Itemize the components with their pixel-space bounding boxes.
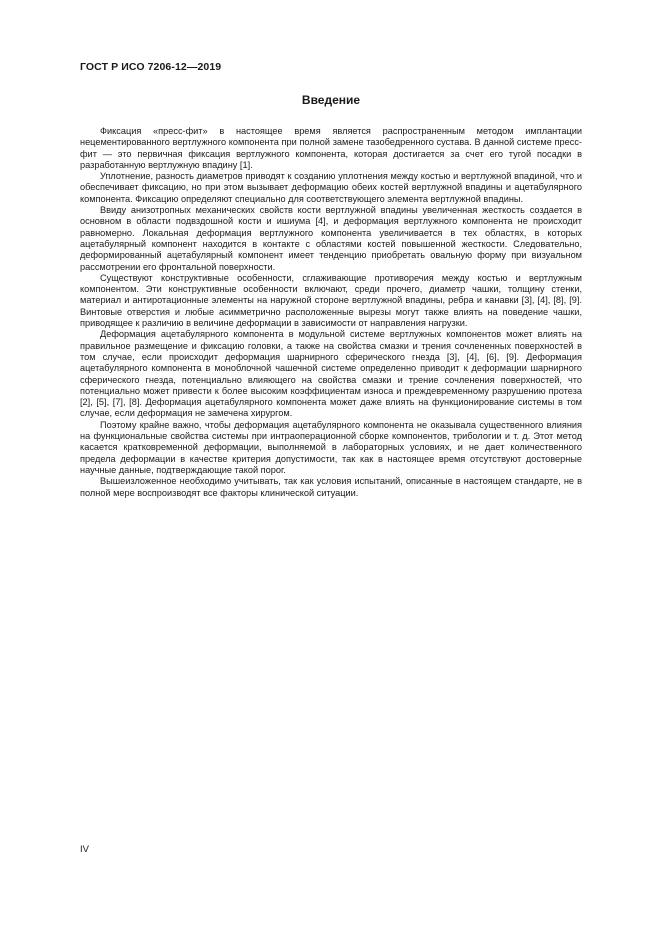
paragraph-7: Вышеизложенное необходимо учитывать, так как условия испытаний, описанные в настоящем стандарте, не в полной мере воспроизводят все факторы клинической ситуации. [80,476,582,498]
section-body [80,126,582,499]
standard-designation: ГОСТ Р ИСО 7206-12—2019 [80,61,222,73]
paragraph-6: Поэтому крайне важно, чтобы деформация ацетабулярного компонента не оказывала существенного влияния на функциональные свойства системы при интраоперационной сборке компонентов, трибологии и т. д. Этот метод касается кратковременной деформации, выполняемой в лабораторных условиях, и не дает количественного предела деформации в качестве критерия допустимости, так как в настоящее время отсутствуют достоверные научные данные, подтверждающие такой порог. [80,419,582,475]
paragraph-2: Уплотнение, разность диаметров приводят к созданию уплотнения между костью и вертлужной впадиной, что и обеспечивает фиксацию, но при этом вызывает деформацию обеих костей вертлужной впадины и ацетабулярного компонента. Фиксацию определяют специально для соответствующего элемента вертлужной впадины. [80,171,582,204]
section-title: Введение [301,93,361,107]
paragraph-4: Существуют конструктивные особенности, сглаживающие противоречия между костью и вертлужным компонентом. Эти конструктивные особенности включают, среди прочего, диаметр чашки, толщину стенки, материал и антиротационные элементы на наружной стороне вертлужной впадины, ребра и канавки [3], [4], [8], [9]. Винтовые отверстия и любые асимметрично расположенные вырезы могут также влиять на поведение чашки, приводящее к различию в величине деформации в зависимости от направления нагрузки. [80,272,582,329]
page-number: IV [80,844,89,855]
paragraph-3: Ввиду анизотропных механических свойств кости вертлужной впадины увеличенная жесткость создается в основном в области подвздошной кости и ишиума [4], и деформация вертлужного компонента не происходит равномерно. Локальная деформация вертлужного компонента увеличивается в тех областях, в которых ацетабулярный компонент находится в контакте с областями костей повышенной жесткости. Следовательно, деформированный ацетабулярный компонент имеет тенденцию приобретать овальную форму при визуальном рассмотрении его фронтальной поверхности. [80,205,582,272]
paragraph-5: Деформация ацетабулярного компонента в модульной системе вертлужных компонентов может влиять на правильное размещение и фиксацию головки, а также на свойства смазки и трения сочлененных поверхностей в том случае, если происходит деформация шарнирного сферического гнезда [3], [4], [6], [9]. Деформация ацетабулярного компонента в моноблочной чашечной системе определенно приводит к деформации шарнирного сферического гнезда, потенциально влияющего на свойства смазки и трение сочленения поверхностей, что потенциально может привести к более высоким коэффициентам износа и преждевременному разрушению протеза [2], [5], [7], [8]. Деформация ацетабулярного компонента может даже влиять на функционирование системы в том случае, если деформация не замечена хирургом. [80,329,582,419]
paragraph-1: Фиксация «пресс-фит» в настоящее время является распространенным методом имплантации нецементированного вертлужного компонента при полной замене тазобедренного сустава. В данной системе пресс-фит — это первичная фиксация вертлужного компонента, которая достигается за счет его тугой посадки в разработанную вертлужную впадину [1]. [80,126,582,170]
